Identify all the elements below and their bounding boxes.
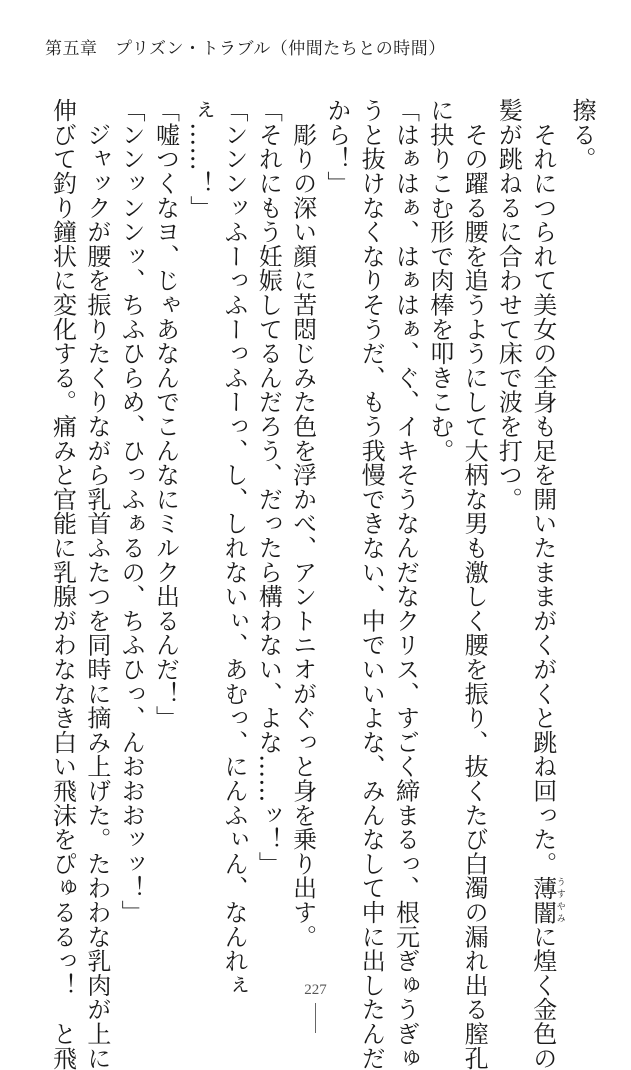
text-line: 「ンンッンンッ、ちふひらめ、ひっふぁるの、ちふひっ、んおおおッッ！」 (117, 98, 146, 925)
text-line: ぇ……！」 (185, 98, 214, 220)
text-line: ジャックが腰を振りたくりながら乳首ふたつを同時に摘み上げた。たわわな乳肉が上に (82, 98, 111, 1070)
text-line: に抉りこむ形で肉棒を叩きこむ。 (425, 98, 454, 463)
ruby-base: 薄闇 (528, 875, 557, 925)
text-line (525, 98, 565, 1070)
text-line: うと抜けなくなりそうだ、もう我慢できない、中でいいよな、みんなして中に出したんだ (357, 98, 386, 1070)
folio-rule (315, 1003, 316, 1033)
running-head: 第五章 プリズン・トラブル（仲間たちとの時間） (45, 39, 446, 59)
page-number: 227 (304, 982, 327, 998)
text-line: その躍る腰を追うようにして大柄な男も激しく腰を振り、抜くたび白濁の漏れ出る膣孔 (460, 98, 489, 1070)
text-line: 伸びて釣り鐘状に変化する。痛みと官能に乳腺がわななき白い飛沫をぴゅるるっ！ と飛 (48, 98, 77, 1070)
text-segment: それにつられて美女の全身も足を開いたままがくがくと跳ね回った。 (528, 98, 557, 876)
text-line: 「それにもう妊娠してるんだろう、だったら構わない、よな……ッ！」 (254, 98, 283, 876)
text-line: から！」 (322, 98, 351, 196)
ruby-reading: うすやみ (554, 875, 565, 925)
text-line: 「ンンンッふーっふーっふーっ、し、しれないぃ、あむっ、にんふぃん、なんれぇ (220, 98, 249, 998)
ruby-word (528, 875, 565, 925)
text-line: 彫りの深い顔に苦悶じみた色を浮かべ、アントニオがぐっと身を乗り出す。 (288, 98, 317, 949)
text-line: 擦る。 (568, 98, 596, 171)
text-line: 「嘘つくなヨ、じゃあなんでこんなにミルク出るんだ！」 (151, 98, 180, 730)
text-segment: に煌く金色の (528, 924, 557, 1070)
text-line: 髪が跳ねるに合わせて床で波を打つ。 (494, 98, 523, 512)
text-line: 「はぁはぁ、はぁはぁ、ぐ、イキそうなんだなクリス、すごく締まるっ、根元ぎゅうぎゅ (391, 98, 420, 1070)
